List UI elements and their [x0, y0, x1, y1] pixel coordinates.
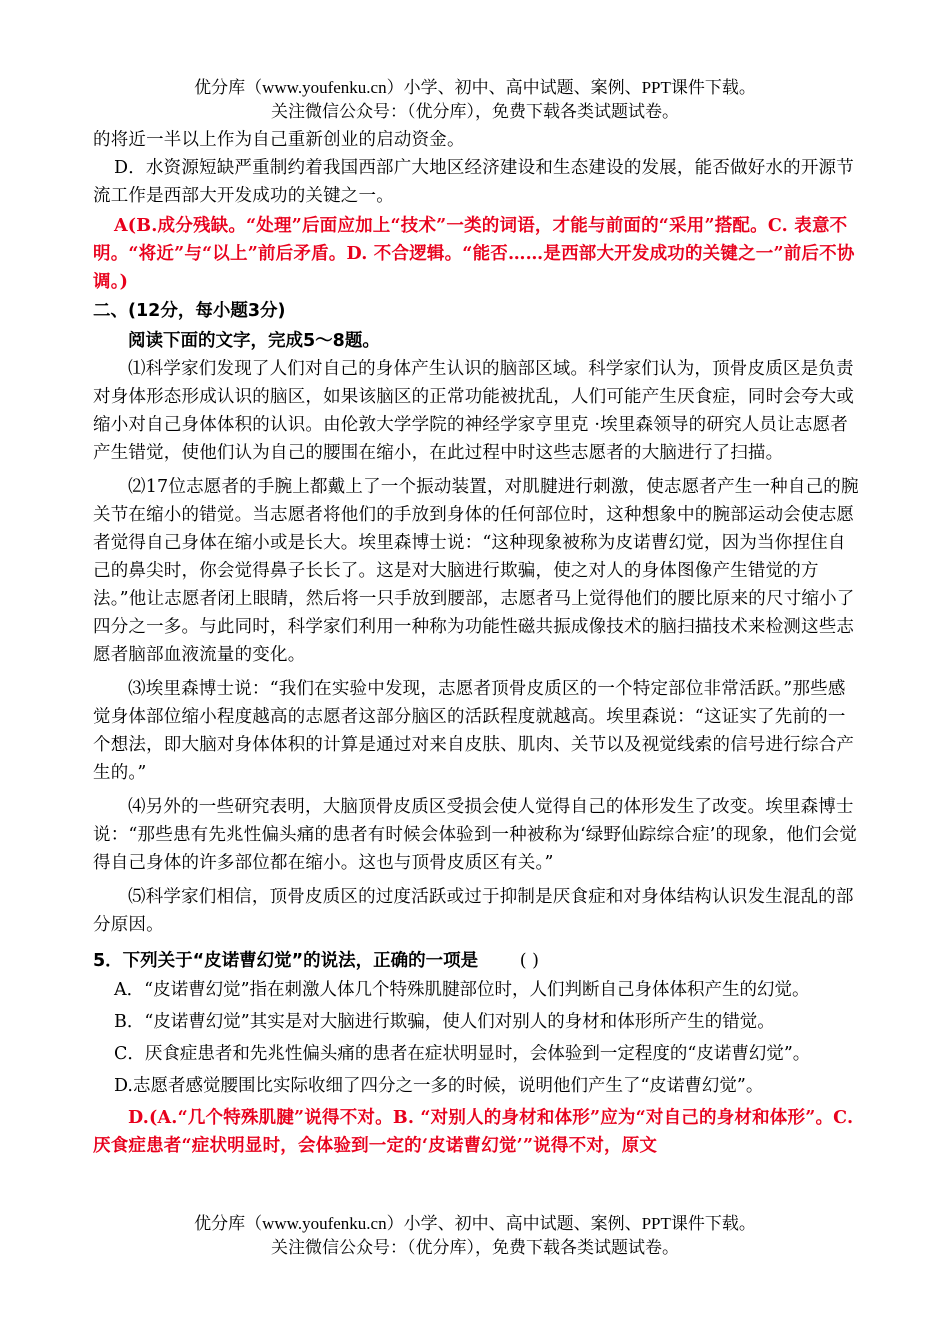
passage-paragraph-4: ⑷另外的一些研究表明，大脑顶骨皮质区受损会使人觉得自己的体形发生了改变。埃里森博士说：“那些患有先兆性偏头痛的患者有时候会体验到一种被称为‘绿野仙踪综合症’的现象，他们会觉得自己身体的许多部位都在缩小。这也与顶骨皮质区有关。” — [93, 797, 858, 873]
q5-answer: D.(A.“几个特殊肌腱”说得不对。B. “对别人的身材和体形”应为“对自己的身材和体形”。C. 厌食症患者“症状明显时，会体验到一定的‘皮诺曹幻觉’”说得不对，原文 — [93, 1108, 854, 1156]
q4-continuation: 的将近一半以上作为自己重新创业的启动资金。 — [93, 130, 465, 150]
q5-answer-bracket: ( ) — [519, 951, 539, 971]
page-header — [0, 76, 950, 124]
q4-answer: A(B.成分残缺。“处理”后面应加上“技术”一类的词语，才能与前面的“采用”搭配。C. 表意不明。“将近”与“以上”前后矛盾。D. 不合逻辑。“能否……是西部大开发成功的关键之一”前后不协调。) — [93, 216, 855, 292]
question-5 — [93, 946, 863, 1160]
q4-option-d: D．水资源短缺严重制约着我国西部广大地区经济建设和生态建设的发展，能否做好水的开源节流工作是西部大开发成功的关键之一。 — [93, 158, 854, 206]
section-2-instruction: 阅读下面的文字，完成5～8题。 — [128, 331, 380, 351]
header-line-2: 关注微信公众号：（优分库），免费下载各类试题试卷。 — [271, 102, 679, 121]
passage-paragraph-5: ⑸科学家们相信，顶骨皮质区的过度活跃或过于抑制是厌食症和对身体结构认识发生混乱的部分原因。 — [93, 887, 854, 935]
q5-stem-line — [93, 946, 863, 976]
reading-passage — [93, 355, 863, 939]
q5-option-a: A．“皮诺曹幻觉”指在刺激人体几个特殊肌腱部位时，人们判断自己身体体积产生的幻觉。 — [114, 980, 810, 1000]
footer-line-1: 优分库（www.youfenku.cn）小学、初中、高中试题、案例、PPT课件下载。 — [194, 1214, 756, 1233]
section-2 — [93, 296, 863, 356]
section-2-title: 二、(12分，每小题3分) — [93, 301, 286, 321]
q5-option-d: D.志愿者感觉腰围比实际收细了四分之一多的时候，说明他们产生了“皮诺曹幻觉”。 — [114, 1076, 764, 1096]
footer-line-2: 关注微信公众号：（优分库），免费下载各类试题试卷。 — [271, 1238, 679, 1257]
passage-paragraph-1: ⑴科学家们发现了人们对自己的身体产生认识的脑部区域。科学家们认为，顶骨皮质区是负责对身体形态形成认识的脑区，如果该脑区的正常功能被扰乱，人们可能产生厌食症，同时会夸大或缩小对自己身体体积的认识。由伦敦大学学院的神经学家亨里克 ·埃里森领导的研究人员让志愿者产生错觉，使他们认为自己的腰围在缩小，在此过程中时这些志愿者的大脑进行了扫描。 — [93, 359, 855, 463]
page-footer — [0, 1212, 950, 1260]
q5-option-c: C．厌食症患者和先兆性偏头痛的患者在症状明显时，会体验到一定程度的“皮诺曹幻觉”。 — [114, 1044, 811, 1064]
q5-option-b: B．“皮诺曹幻觉”其实是对大脑进行欺骗，使人们对别人的身材和体形所产生的错觉。 — [114, 1012, 775, 1032]
question-4-tail — [93, 126, 863, 296]
passage-paragraph-2: ⑵17位志愿者的手腕上都戴上了一个振动装置，对肌腱进行刺激，使志愿者产生一种自己的腕关节在缩小的错觉。当志愿者将他们的手放到身体的任何部位时，这种想象中的腕部运动会使志愿者觉得自己身体在缩小或是长大。埃里森博士说：“这种现象被称为皮诺曹幻觉，因为当你捏住自己的鼻尖时，你会觉得鼻子长长了。这是对大脑进行欺骗，使之对人的身体图像产生错觉的方法。”他让志愿者闭上眼睛，然后将一只手放到腰部，志愿者马上觉得他们的腰比原来的尺寸缩小了四分之一多。与此同时，科学家们利用一种称为功能性磁共振成像技术的脑扫描技术来检测这些志愿者脑部血液流量的变化。 — [93, 477, 859, 665]
q5-stem: 5．下列关于“皮诺曹幻觉”的说法，正确的一项是 — [93, 951, 479, 971]
header-line-1: 优分库（www.youfenku.cn）小学、初中、高中试题、案例、PPT课件下载。 — [194, 78, 756, 97]
passage-paragraph-3: ⑶埃里森博士说：“我们在实验中发现，志愿者顶骨皮质区的一个特定部位非常活跃。”那些感觉身体部位缩小程度越高的志愿者这部分脑区的活跃程度就越高。埃里森说：“这证实了先前的一个想法，即大脑对身体体积的计算是通过对来自皮肤、肌肉、关节以及视觉线索的信号进行综合产生的。” — [93, 679, 855, 783]
